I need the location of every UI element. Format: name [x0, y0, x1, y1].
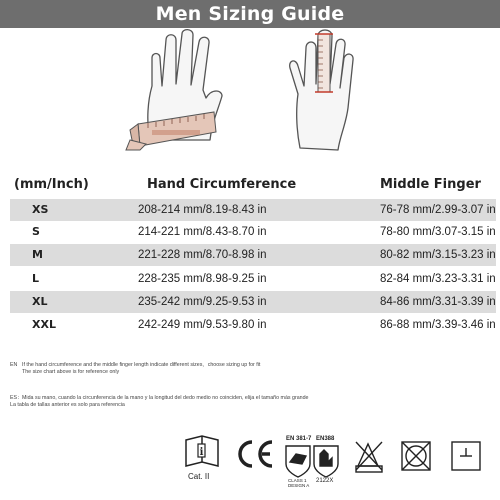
- size-cell: XL: [32, 295, 48, 308]
- table-row: [10, 291, 496, 313]
- hand-cell: 228-235 mm/8.98-9.25 in: [138, 273, 267, 285]
- title-bar: [0, 0, 500, 28]
- note-es-line2: La tabla de tallas anterior es solo para referencia: [10, 402, 125, 408]
- table-row: [10, 268, 496, 290]
- en388-code-label: 2122X: [316, 478, 334, 484]
- hand-column-header: Hand Circumference: [147, 177, 297, 192]
- mechanical-risk-icon: [314, 446, 338, 477]
- hand-cell: 208-214 mm/8.19-8.43 in: [138, 204, 267, 216]
- size-cell: L: [32, 272, 40, 285]
- svg-text:i: i: [199, 447, 204, 458]
- hand-cell: 242-249 mm/9.53-9.80 in: [138, 319, 267, 331]
- cat-label: Cat. II: [188, 472, 210, 481]
- finger-cell: 78-80 mm/3.07-3.15 in: [380, 226, 496, 238]
- en3817-label: EN 381-7: [286, 436, 312, 442]
- en388-label: EN388: [316, 436, 335, 442]
- note-es-tag: ES：: [10, 395, 23, 401]
- note-es-line1: Mida su mano, cuando la circunferencia de la mano y la longitud del dedo medio no coinciden, elija el tamaño más grande: [22, 395, 309, 401]
- hand-illustrations: [0, 28, 500, 178]
- note-en: [10, 362, 260, 376]
- hand-cell: 235-242 mm/9.25-9.53 in: [138, 296, 267, 308]
- page-title: Men Sizing Guide: [155, 3, 345, 25]
- finger-ruler: [315, 34, 333, 92]
- no-dryclean-icon: [402, 442, 430, 470]
- size-cell: M: [32, 248, 43, 261]
- table-row: [10, 314, 496, 336]
- dry-flat-icon: [452, 442, 480, 470]
- table-row: [10, 221, 496, 243]
- note-es: [10, 395, 309, 409]
- finger-column-header: Middle Finger: [380, 177, 481, 192]
- finger-cell: 76-78 mm/2.99-3.07 in: [380, 204, 496, 216]
- finger-cell: 80-82 mm/3.15-3.23 in: [380, 249, 496, 261]
- finger-cell: 84-86 mm/3.31-3.39 in: [380, 296, 496, 308]
- size-cell: S: [32, 225, 40, 238]
- finger-cell: 82-84 mm/3.23-3.31 in: [380, 273, 496, 285]
- note-en-tag: EN: [10, 362, 18, 368]
- size-cell: XS: [32, 203, 49, 216]
- size-column-header: (mm/Inch): [14, 177, 89, 192]
- chainsaw-protection-icon: [286, 446, 310, 477]
- size-cell: XXL: [32, 318, 56, 331]
- class-design-label: CLASS 1 DESIGN A: [288, 478, 310, 488]
- table-row: [10, 244, 496, 266]
- hand-cell: 214-221 mm/8.43-8.70 in: [138, 226, 267, 238]
- ce-label: [256, 446, 257, 447]
- certification-icons: [0, 432, 500, 500]
- hand-cell: 221-228 mm/8.70-8.98 in: [138, 249, 267, 261]
- note-en-line1: If the hand circumference and the middle finger length indicate different sizes，choose sizing up for fit: [22, 362, 261, 368]
- table-row: [10, 199, 496, 221]
- book-info-icon: [186, 436, 218, 466]
- no-bleach-icon: [356, 442, 382, 472]
- finger-cell: 86-88 mm/3.39-3.46 in: [380, 319, 496, 331]
- note-en-line2: The size chart above is for reference only: [22, 369, 120, 375]
